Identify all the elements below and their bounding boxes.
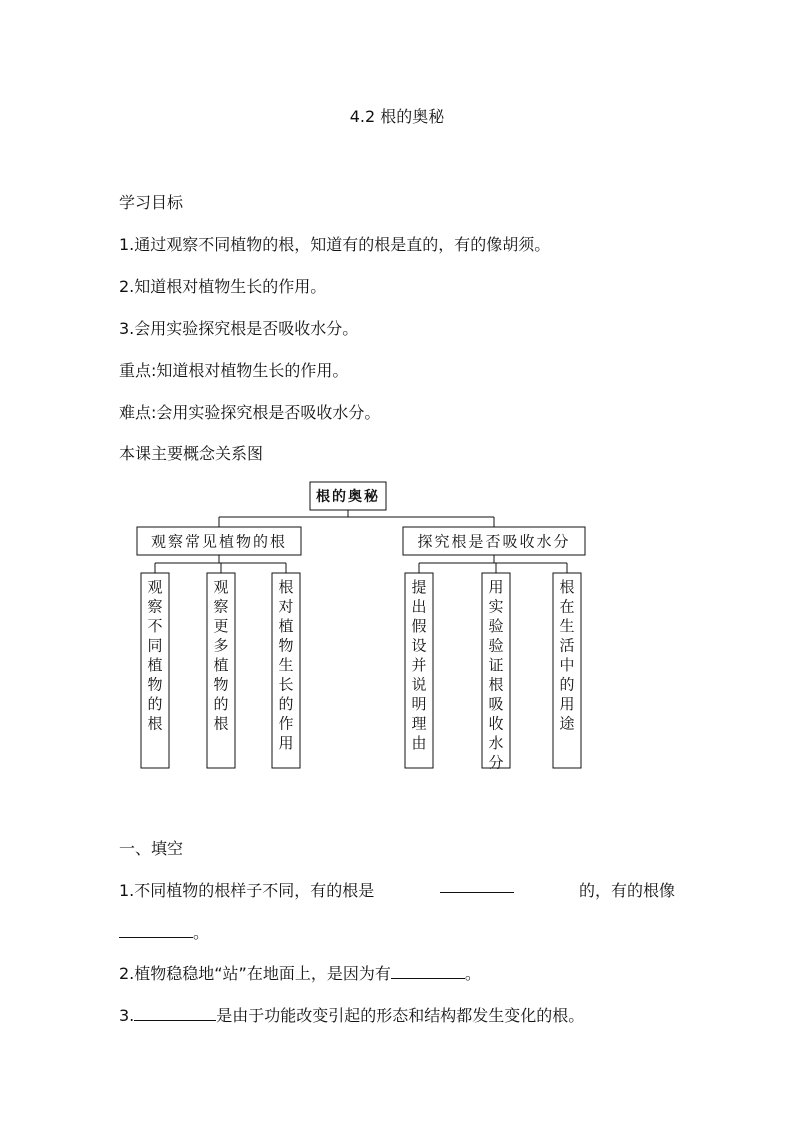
objective-item-2: 2.知道根对植物生长的作用。 — [119, 277, 327, 296]
leaf-node-label-2-1 — [411, 578, 426, 752]
svg-text:并: 并 — [411, 655, 427, 674]
svg-text:根: 根 — [488, 675, 504, 694]
svg-text:根: 根 — [559, 577, 575, 596]
svg-text:物: 物 — [278, 636, 294, 655]
svg-text:植: 植 — [147, 655, 163, 674]
svg-text:生: 生 — [278, 655, 294, 674]
svg-text:验: 验 — [488, 616, 504, 635]
svg-text:物: 物 — [213, 675, 229, 694]
svg-text:的: 的 — [147, 694, 163, 713]
question-1-part1: 1.不同植物的根样子不同，有的根是 — [119, 881, 375, 900]
question-2-text: 2.植物稳稳地“站”在地面上，是因为有 — [119, 964, 391, 983]
svg-text:作: 作 — [278, 714, 294, 733]
svg-text:证: 证 — [488, 655, 504, 674]
svg-text:同: 同 — [147, 636, 163, 655]
question-3-blank[interactable] — [134, 1006, 216, 1021]
root-node-label: 根的奥秘 — [316, 489, 380, 506]
svg-text:用: 用 — [488, 577, 504, 596]
leaf-node-label-2-3 — [559, 578, 574, 733]
svg-text:的: 的 — [213, 694, 229, 713]
svg-text:不: 不 — [147, 616, 163, 635]
svg-text:察: 察 — [213, 597, 229, 616]
objectives-heading: 学习目标 — [119, 193, 184, 212]
svg-text:长: 长 — [278, 675, 294, 694]
svg-text:根: 根 — [278, 577, 294, 596]
svg-text:假: 假 — [411, 616, 427, 635]
svg-text:生: 生 — [559, 616, 575, 635]
svg-text:植: 植 — [213, 655, 229, 674]
branch-node-label-1: 观察常见植物的根 — [150, 532, 288, 551]
svg-text:根: 根 — [147, 714, 163, 733]
svg-text:根: 根 — [213, 714, 229, 733]
branch-node-label-2: 探究根是否吸收水分 — [417, 532, 571, 551]
svg-text:理: 理 — [411, 714, 427, 733]
concept-map-heading: 本课主要概念关系图 — [119, 444, 264, 463]
page-title: 4.2 根的奥秘 — [349, 107, 445, 126]
svg-text:的: 的 — [278, 694, 294, 713]
svg-text:对: 对 — [278, 597, 294, 616]
question-1-cont: 。 — [119, 920, 209, 943]
svg-text:分: 分 — [488, 753, 504, 772]
question-1 — [119, 878, 675, 901]
svg-text:物: 物 — [147, 675, 163, 694]
leaf-node-label-1-3 — [278, 578, 293, 752]
leaf-node-label-1-1 — [147, 578, 162, 733]
leaf-node-label-1-2 — [213, 578, 228, 733]
svg-text:更: 更 — [213, 616, 229, 635]
svg-text:的: 的 — [559, 675, 575, 694]
svg-text:验: 验 — [488, 636, 504, 655]
question-3: 3. 是由于功能改变引起的形态和结构都发生变化的根。 — [119, 1006, 585, 1025]
svg-text:植: 植 — [278, 616, 294, 635]
svg-text:设: 设 — [411, 636, 427, 655]
svg-text:实: 实 — [488, 597, 504, 616]
svg-text:察: 察 — [147, 597, 163, 616]
objective-item-3: 3.会用实验探究根是否吸收水分。 — [119, 319, 359, 338]
svg-text:说: 说 — [411, 675, 427, 694]
svg-text:收: 收 — [488, 714, 504, 733]
svg-text:用: 用 — [559, 694, 575, 713]
leaf-node-label-2-2 — [488, 578, 503, 772]
svg-text:由: 由 — [411, 733, 427, 752]
exercise-heading: 一、填空 — [119, 839, 184, 858]
question-2: 2.植物稳稳地“站”在地面上，是因为有 。 — [119, 964, 481, 983]
svg-text:吸: 吸 — [488, 694, 504, 713]
svg-text:中: 中 — [559, 655, 575, 674]
svg-text:明: 明 — [411, 694, 427, 713]
svg-text:在: 在 — [559, 597, 575, 616]
question-3-text: 是由于功能改变引起的形态和结构都发生变化的根。 — [216, 1006, 585, 1025]
svg-text:提: 提 — [411, 577, 427, 596]
svg-text:水: 水 — [488, 733, 504, 752]
svg-text:观: 观 — [147, 577, 163, 596]
objective-item-1: 1.通过观察不同植物的根，知道有的根是直的，有的像胡须。 — [119, 235, 551, 254]
svg-text:途: 途 — [559, 714, 575, 733]
question-1-blank-2[interactable] — [119, 923, 193, 938]
svg-text:多: 多 — [213, 636, 229, 655]
question-1-blank-1[interactable] — [440, 878, 514, 893]
question-2-blank[interactable] — [391, 964, 465, 979]
svg-text:活: 活 — [559, 636, 575, 655]
key-point: 重点:知道根对植物生长的作用。 — [119, 361, 349, 380]
difficult-point: 难点:会用实验探究根是否吸收水分。 — [119, 403, 381, 422]
svg-text:出: 出 — [411, 597, 427, 616]
svg-text:观: 观 — [213, 577, 229, 596]
svg-text:用: 用 — [278, 733, 294, 752]
question-1-part2: 的，有的根像 — [578, 881, 675, 900]
